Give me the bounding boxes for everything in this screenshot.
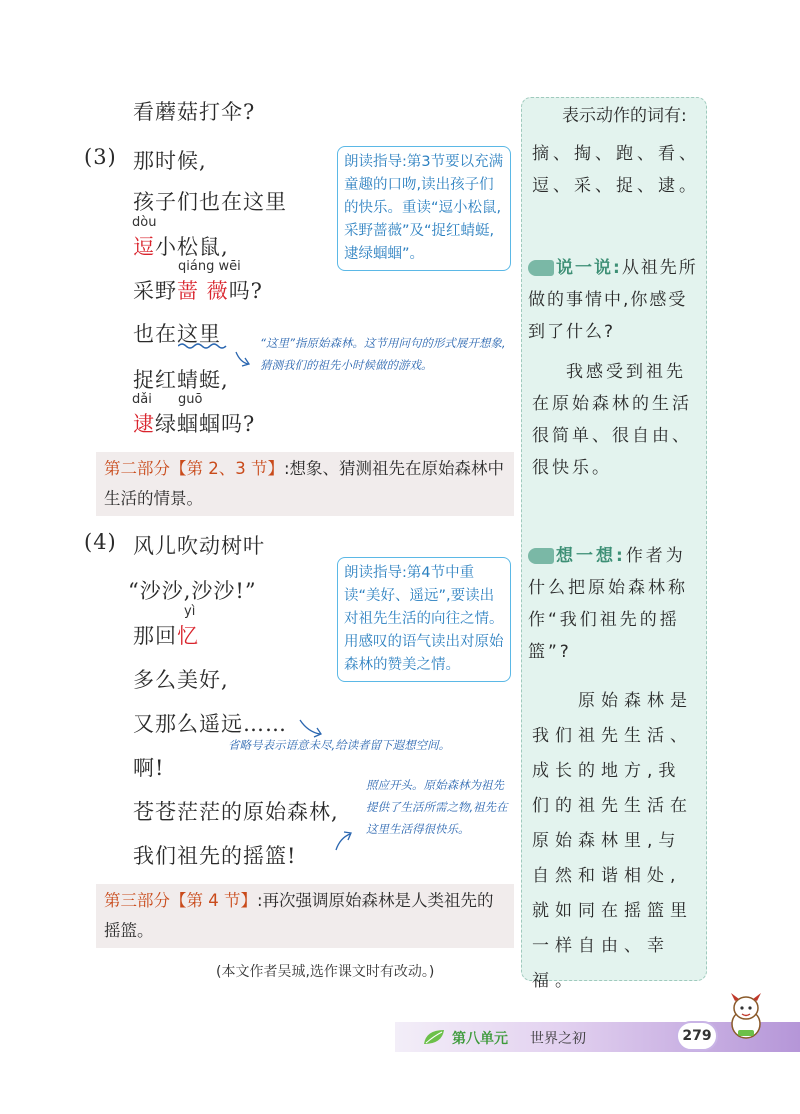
reading-guide-box: 朗读指导:第3节要以充满童趣的口吻,读出孩子们的快乐。重读“逗小松鼠,采野蔷薇”及“捉红蜻蜓,逮绿蝈蝈”。 [337,146,511,271]
annotation-note: 照应开头。原始森林为祖先提供了生活所需之物,祖先在这里生活得很快乐。 [366,778,508,836]
poem-line: 逗小松鼠, [133,235,229,259]
page-number: 279 [682,1028,712,1044]
sidebar-verbs: 摘、掏、跑、看、逗、采、捉、逮。 [532,144,700,196]
question-text: 从祖先所做的事情中,你感受到了什么? [528,258,698,342]
poem-line: 又那么遥远…… [133,712,287,736]
page-number-badge [676,1021,718,1051]
part-label: 第三部分【第 4 节】 [104,891,257,910]
question-block [528,252,704,348]
poem-line: 我们祖先的摇篮! [133,844,297,868]
question-text: 作者为什么把原始森林称作“我们祖先的摇篮”? [528,546,688,662]
poem-line: 逮绿蝈蝈吗? [133,412,256,436]
highlight-word: 逮 [133,412,155,436]
poem-line: 风儿吹动树叶 [133,534,265,558]
stanza-number: (4) [84,530,117,554]
speech-icon [528,260,554,276]
poem-line: 孩子们也在这里 [133,190,287,214]
footer-unit: 第八单元 [452,1031,508,1047]
highlight-word: 蔷 薇 [177,279,229,303]
stanza-number: (3) [84,145,117,169]
question-title: 想一想: [556,546,626,566]
poem-line: 苍苍茫茫的原始森林, [133,800,339,824]
poem-line: 那回忆 [133,624,199,648]
poem-line: “沙沙,沙沙!” [128,579,257,603]
part-summary: 第三部分【第 4 节】:再次强调原始森林是人类祖先的摇篮。 [96,884,514,948]
pinyin: guō [178,392,203,407]
sidebar-verbs-title: 表示动作的词有: [562,106,687,126]
poem-line: 多么美好, [133,668,229,692]
annotation-note: “这里”指原始森林。这节用问句的形式展开想象,猜测我们的祖先小时候做的游戏。 [260,336,506,372]
poem-line: 采野蔷 薇吗? [133,279,263,303]
highlight-word: 逗 [133,235,155,259]
poem-line: 啊! [133,756,165,780]
poem-line: 也在这里 [133,322,221,346]
sidebar-panel [521,97,707,991]
arrow-icon [332,828,356,854]
author-credit: (本文作者吴珹,选作课文时有改动。) [216,964,435,980]
answer-text: 我感受到祖先在原始森林的生活很简单、很自由、很快乐。 [532,362,692,478]
reading-guide-box: 朗读指导:第4节中重读“美好、遥远”,要读出对祖先生活的向往之情。用感叹的语气读出对原始森林的赞美之情。 [337,557,511,682]
annotation-note: 省略号表示语意未尽,给读者留下遐想空间。 [228,738,451,752]
answer-text: 原始森林是我们祖先生活、成长的地方,我们的祖先生活在原始森林里,与自然和谐相处,就如同在摇篮里一样自由、幸福。 [532,691,693,991]
pinyin: dǎi [132,392,152,407]
highlight-word: 忆 [177,624,199,648]
poem-line: 那时候, [133,149,207,173]
pinyin: yì [184,604,196,619]
question-title: 说一说: [556,258,622,278]
part-label: 第二部分【第 2、3 节】 [104,459,284,478]
question-block [528,540,704,668]
pinyin: dòu [132,215,157,230]
poem-line: 捉红蜻蜓, [133,368,229,392]
part-summary: 第二部分【第 2、3 节】:想象、猜测祖先在原始森林中生活的情景。 [96,452,514,516]
leaf-icon [422,1026,448,1048]
cartoon-character-icon [716,990,776,1042]
pinyin: qiáng wēi [178,259,241,274]
footer-title: 世界之初 [530,1031,586,1047]
thinking-icon [528,548,554,564]
poem-line: 看蘑菇打伞? [133,100,256,124]
